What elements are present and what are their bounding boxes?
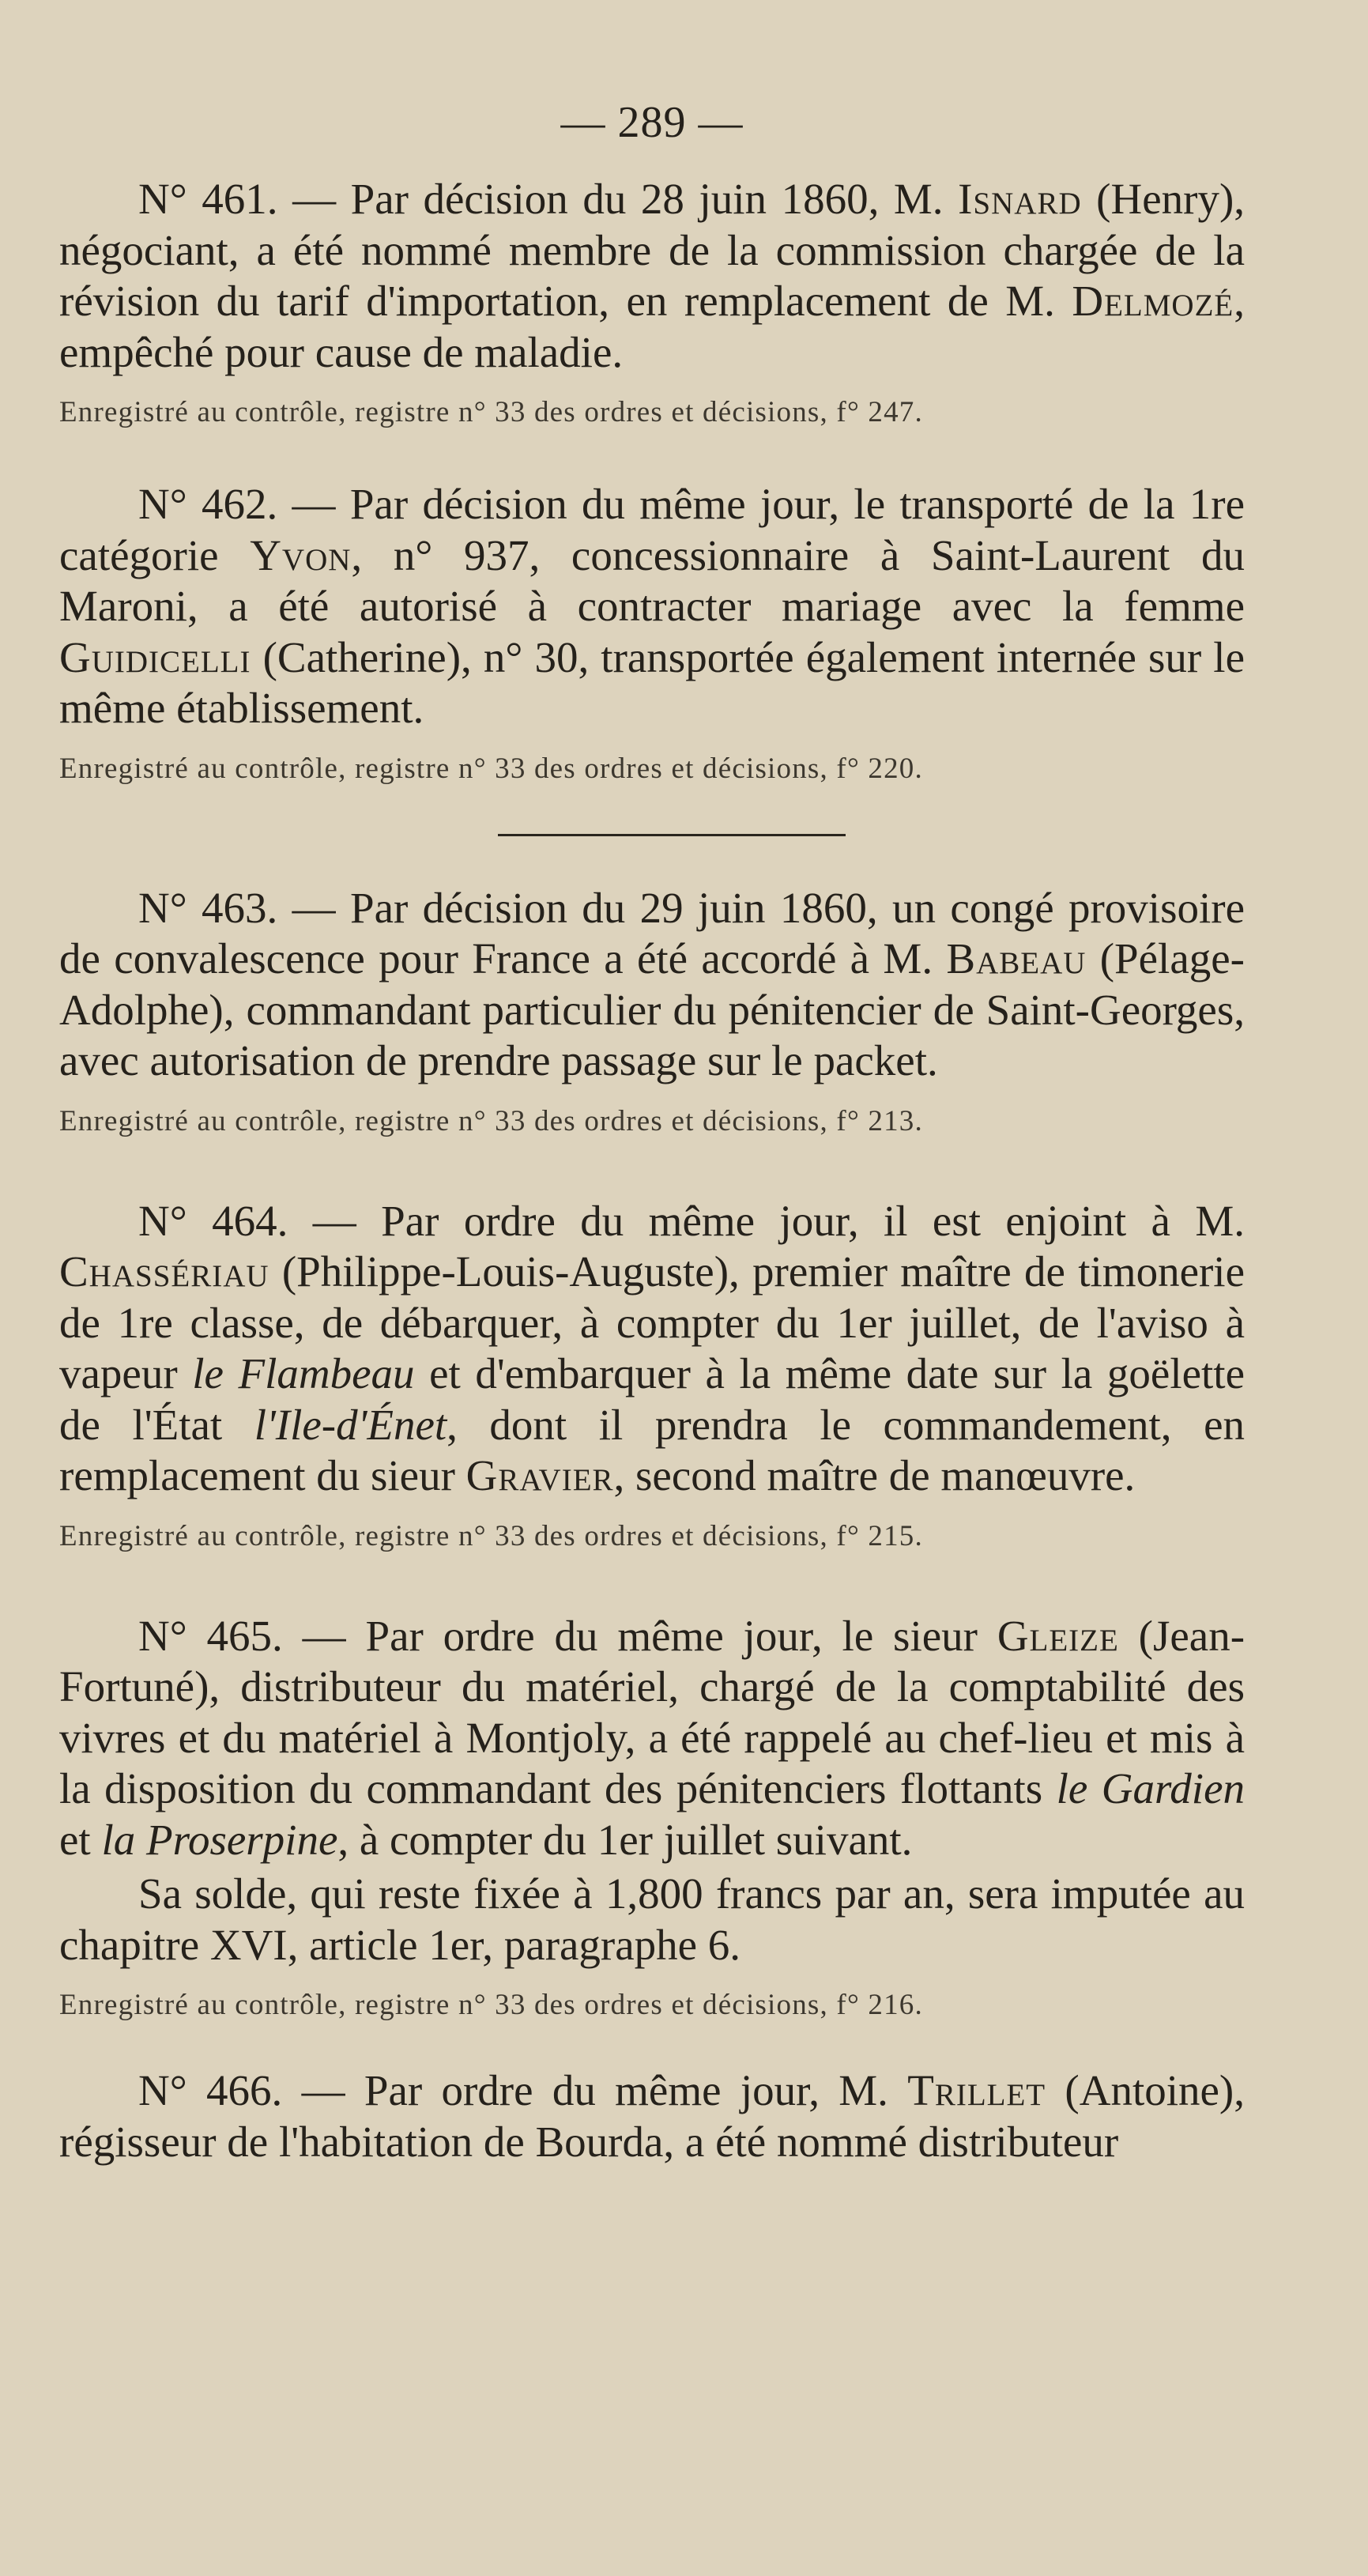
person-name: Trillet — [907, 2066, 1046, 2114]
entry-462 — [59, 479, 1245, 788]
entry-number: N° 466. — [138, 2066, 283, 2114]
person-name: Gravier — [465, 1451, 614, 1499]
person-name: Babeau — [946, 934, 1087, 983]
entry-464 — [59, 1196, 1245, 1556]
entry-paragraph: N° 464. — Par ordre du même jour, il est enjoint à M. Chassériau (Philippe-Louis-Auguste), premier maître de timonerie de 1re classe, de débarquer, à compter du 1er juillet, de l'aviso à vapeur le Flambeau et d'embarquer à la même date sur la goëlette de l'État l'Ile-d'Énet, dont il prendra le commandement, en remplacement du sieur Gravier, second maître de manœuvre. — [59, 1196, 1246, 1499]
section-divider — [59, 788, 1245, 883]
ship-name: le Gardien — [1056, 1764, 1246, 1812]
entry-465 — [59, 1611, 1245, 2025]
registration-note: Enregistré au contrôle, registre n° 33 des ordres et décisions, f° 213. — [59, 1104, 923, 1137]
page-number: — 289 — — [560, 98, 744, 147]
person-name: Guidicelli — [59, 632, 251, 681]
entry-number: N° 465. — [138, 1611, 283, 1660]
ship-name: le Flambeau — [192, 1349, 415, 1397]
entry-466 — [59, 2065, 1245, 2167]
entry-461 — [59, 174, 1245, 432]
entry-number: N° 463. — [138, 883, 278, 932]
person-name: Yvon — [250, 530, 352, 579]
ship-name: la Proserpine — [101, 1815, 338, 1864]
entry-paragraph: N° 462. — Par décision du même jour, le transporté de la 1re catégorie Yvon, n° 937, concessionnaire à Saint-Laurent du Maroni, a été autorisé à contracter mariage avec la femme Guidicelli (Catherine), n° 30, transportée également internée sur le même établissement. — [59, 480, 1246, 732]
entry-paragraph: N° 465. — Par ordre du même jour, le sieur Gleize (Jean-Fortuné), distributeur du matériel, chargé de la comptabilité des vivres et du matériel à Montjoly, a été rappelé au chef-lieu et mis à la disposition du commandant des pénitenciers flottants le Gardien et la Proserpine, à compter du 1er juillet suivant. — [59, 1611, 1246, 1864]
entry-paragraph-continued: Sa solde, qui reste fixée à 1,800 francs par an, sera imputée au chapitre XVI, article 1er, paragraphe 6. — [59, 1869, 1245, 1969]
page-text — [59, 95, 1245, 2167]
entry-number: N° 461. — [138, 175, 278, 223]
entry-number: N° 464. — [138, 1196, 288, 1245]
registration-note: Enregistré au contrôle, registre n° 33 des ordres et décisions, f° 216. — [59, 1989, 923, 2021]
entry-paragraph: N° 463. — Par décision du 29 juin 1860, un congé provisoire de convalescence pour France a été accordé à M. Babeau (Pélage-Adolphe), commandant particulier du pénitencier de Saint-Georges, avec autorisation de prendre passage sur le packet. — [59, 883, 1245, 1084]
entry-463 — [59, 883, 1245, 1141]
person-name: Gleize — [997, 1611, 1119, 1660]
registration-note: Enregistré au contrôle, registre n° 33 des ordres et décisions, f° 215. — [59, 1519, 923, 1552]
person-name: Isnard — [958, 175, 1082, 223]
person-name: Delmozé — [1072, 277, 1234, 325]
entry-paragraph: N° 461. — Par décision du 28 juin 1860, M. Isnard (Henry), négociant, a été nommé membre de la commission chargée de la révision du tarif d'importation, en remplacement de M. Delmozé, empêché pour cause de maladie. — [59, 175, 1246, 376]
ship-name: l'Ile-d'Énet — [254, 1400, 447, 1449]
registration-note: Enregistré au contrôle, registre n° 33 des ordres et décisions, f° 247. — [59, 396, 923, 428]
person-name: Chassériau — [59, 1247, 269, 1296]
entry-number: N° 462. — [138, 480, 278, 528]
entry-paragraph: N° 466. — Par ordre du même jour, M. Trillet (Antoine), régisseur de l'habitation de Bourda, a été nommé distributeur — [59, 2066, 1245, 2166]
registration-note: Enregistré au contrôle, registre n° 33 des ordres et décisions, f° 220. — [59, 752, 923, 785]
